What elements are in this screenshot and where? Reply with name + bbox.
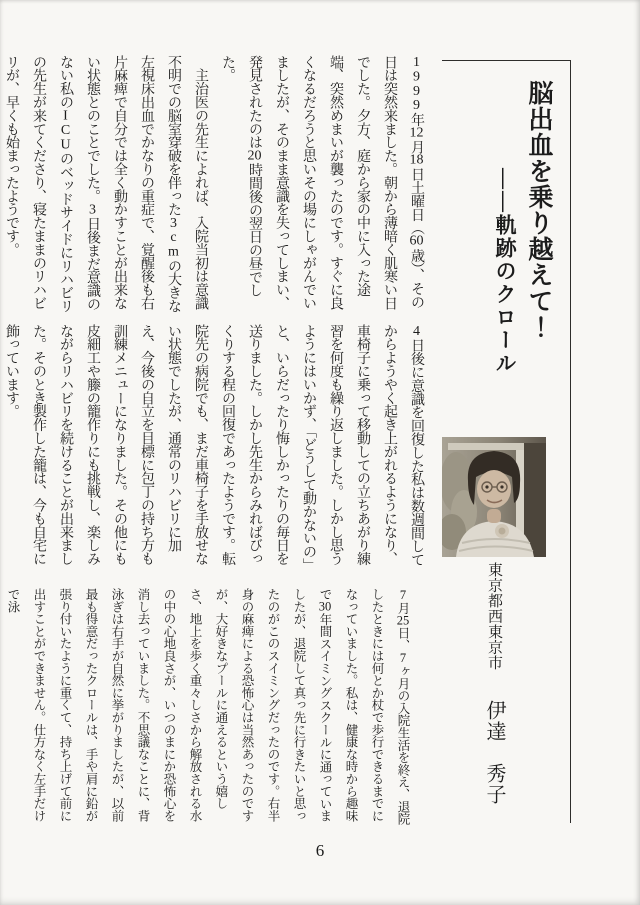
page-number: 6 (315, 841, 325, 860)
body-section-2 (4, 324, 430, 578)
paragraph: 1999年12月18日土曜日（60歳）、その日は突然来ました。朝から薄暗く肌寒い日でした。夕方、庭から家の中に入った途端、突然めまいが襲ったのです。すぐに良くなるだろうと思いその場にしゃがんでいましたが、そのまま意識を失ってしまい、発見されたのは20時間後の翌日の昼でした。 (220, 55, 424, 310)
article-title (489, 80, 555, 410)
paragraph: 4日後に意識を回復した私は数週間してからようやく起き上がれるようになり、車椅子に乗って移動しての立ちあがり練習を何度も繰り返しました。しかし思うようにはいかず、「どうして動かないの」と、いらだったり悔しかったりの毎日を送りました。しかし先生からみればびっくりする程の回復であったようです。転院先の病院でも、まだ車椅子を手放せない状態でしたが、通常のリハビリに加え、今後の自立を目標に包丁の持ち方も訓練メニューになりました。その他にも皮細工や籐の籠作りにも挑戦し、楽しみながらリハビリを続けることが出来ました。そのとき製作した籠は、今も自宅に飾っています。 (4, 324, 424, 572)
author-photo (442, 437, 546, 557)
author-byline (480, 562, 509, 812)
author-location: 東京都西東京市 (486, 562, 502, 671)
paragraph: 7月25日、7ヶ月の入院生活を終え、退院したときには何とか杖で歩行できるまでになっていました。私は、健康な時から趣味で30年間スイミングスクールに通っていましたが、退院して真っ先に行きたいと思ったのがこのスイミングだったのです。右半身の麻痺による恐怖心は当然あったのですが、大好きなプールに通えるという嬉しさ、地上を歩く重々しさから解放される水の中の心地良さが、いつのまにか恐怖心を消し去っていました。不思議なことに、背泳ぎは右手が自然に挙がりましたが、以前最も得意だったクロールは、手や肩に鉛が張り付いたように重くて、持ち上げて前に出すことができません。仕方なく左手だけで泳 (6, 588, 410, 825)
title-subtitle: ――軌跡のクロール (493, 168, 517, 375)
author-name: 伊達 秀子 (483, 699, 505, 805)
body-section-1 (4, 55, 430, 319)
paragraph: 主治医の先生によれば、入院当初は意識不明での脳室穿破を伴った3cmの大きな左視床出血でかなりの重症で、覚醒後も右片麻痺で自分では全く動かすことが出来ない状態とのことでした。3日後まだ意識のない私のICUのベッドサイドにリハビリの先生が来てくださり、寝たままのリハビリが、早くも始まったようです。 (4, 55, 208, 313)
body-section-3 (6, 588, 416, 826)
title-main: 脳出血を乗り越えて！ (525, 80, 552, 340)
